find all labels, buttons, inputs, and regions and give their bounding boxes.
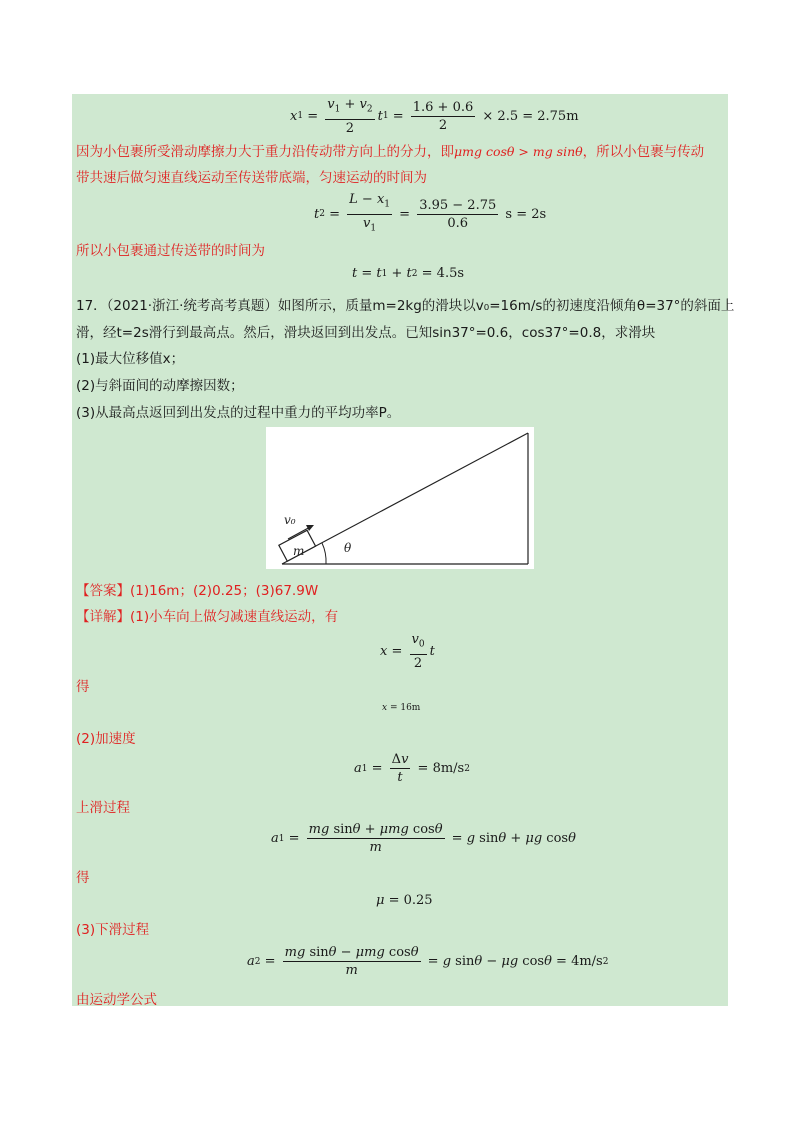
question-17-line2: 滑，经t=2s滑行到最高点。然后，滑块返回到出发点。已知sin37°=0.6，cos37°=0.8，求滑块: [76, 325, 656, 341]
red-text-1: 因为小包裹所受滑动摩擦力大于重力沿传动带方向上的分力，即μmg cosθ > mg sinθ，所以小包裹与传动: [76, 144, 705, 160]
m-label: m: [293, 544, 305, 558]
detail-intro: 【详解】(1)小车向上做匀减速直线运动，有: [76, 609, 339, 625]
answer-text: (1)16m；(2)0.25；(3)67.9W: [130, 583, 319, 599]
de-2: 得: [76, 870, 90, 886]
upslide-heading: 上滑过程: [76, 800, 130, 816]
equation-t2: t 2 = $\frac{L - x_1}{v_1}$ = $\frac{3.95 - 2.75}{0.6}$ s = 2s: [314, 192, 547, 234]
detail-tag: 【详解】: [76, 609, 130, 625]
equation-a1-full: a 1 = $\frac{\text{mg sinθ + μmg cosθ}}{m}$ = g sin θ + μg cos θ: [271, 822, 576, 855]
question-part-2: (2)与斜面间的动摩擦因数；: [76, 378, 244, 394]
part-3-heading: (3)下滑过程: [76, 922, 150, 938]
equation-x1: x 1 = $\frac{v_1 + v_2}{2}$ t 1 = $\frac{1.6 + 0.6}{2}$ × 2.5 = 2.75m: [290, 97, 579, 136]
answer-line: [76, 582, 318, 600]
equation-mu: μ = 0.25: [376, 893, 433, 908]
red-text-3: 所以小包裹通过传送带的时间为: [76, 243, 265, 259]
incline-figure: [266, 427, 534, 569]
equation-t-total: t = t 1 + t 2 = 4.5s: [352, 266, 465, 281]
part-2-heading: (2)加速度: [76, 731, 136, 747]
equation-a2: a 2 = $\frac{\text{mg sinθ − μmg cosθ}}{m}$ = g sin θ − μg cos θ = 4m/s 2: [247, 945, 609, 978]
answer-tag: 【答案】: [76, 583, 130, 599]
equation-x-value: x = 16m: [382, 703, 421, 713]
question-17-line1: 17．（2021·浙江·统考高考真题）如图所示，质量m=2kg的滑块以v₀=16m/s的初速度沿倾角θ=37°的斜面上: [76, 298, 735, 314]
question-part-3: (3)从最高点返回到出发点的过程中重力的平均功率P。: [76, 405, 401, 421]
equation-x: x = $\frac{v_0}{2}$ t: [380, 632, 435, 671]
de-1: 得: [76, 679, 90, 695]
theta-label: θ: [344, 541, 352, 555]
question-part-1: (1)最大位移值x；: [76, 351, 185, 367]
kinematics-line: 由运动学公式: [76, 992, 157, 1008]
incline-diagram: [266, 427, 534, 569]
red-text-2: 带共速后做匀速直线运动至传送带底端，匀速运动的时间为: [76, 170, 427, 186]
equation-a1: a 1 = $\frac{\Delta v}{t}$ = 8m/s 2: [354, 752, 470, 785]
v0-label: v₀: [284, 513, 296, 527]
